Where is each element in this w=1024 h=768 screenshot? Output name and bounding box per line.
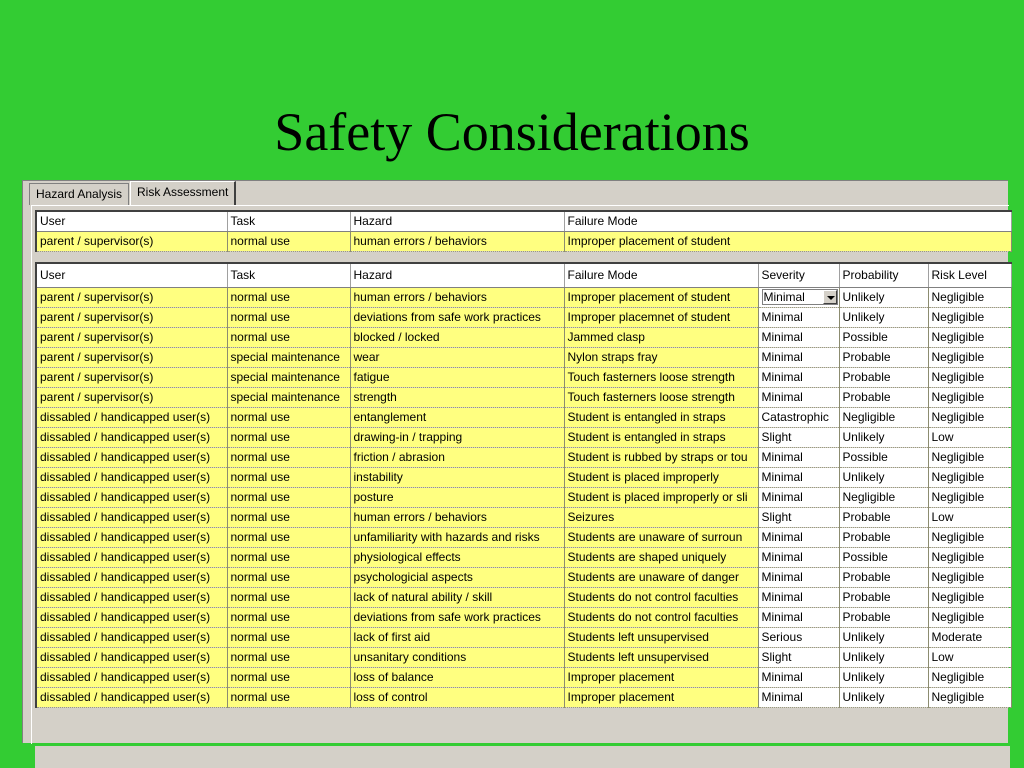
cell-hazard[interactable]: human errors / behaviors <box>350 507 564 527</box>
table-row[interactable] <box>36 627 1011 647</box>
cell-probability[interactable]: Possible <box>839 447 928 467</box>
cell-task[interactable]: normal use <box>227 307 350 327</box>
cell-task[interactable]: normal use <box>227 447 350 467</box>
tab-strip <box>27 181 997 205</box>
cell-task[interactable]: normal use <box>227 467 350 487</box>
table-row[interactable] <box>36 287 1011 307</box>
cell-risk-level[interactable]: Low <box>928 427 1011 447</box>
table-row[interactable] <box>36 587 1011 607</box>
summary-header-row <box>36 211 1011 231</box>
column-header-severity[interactable]: Severity <box>758 263 839 287</box>
cell-task[interactable]: normal use <box>227 547 350 567</box>
cell-hazard[interactable]: lack of natural ability / skill <box>350 587 564 607</box>
cell-failure-mode[interactable]: Students do not control faculties <box>564 607 758 627</box>
cell-hazard[interactable]: instability <box>350 467 564 487</box>
cell-severity[interactable]: Minimal <box>758 347 839 367</box>
cell-probability[interactable]: Probable <box>839 387 928 407</box>
cell-hazard[interactable]: loss of control <box>350 687 564 707</box>
cell-probability[interactable]: Probable <box>839 347 928 367</box>
table-row[interactable] <box>36 367 1011 387</box>
cell-risk-level[interactable]: Negligible <box>928 667 1011 687</box>
cell-severity[interactable]: Minimal <box>758 667 839 687</box>
cell-probability[interactable]: Unlikely <box>839 287 928 307</box>
cell-probability[interactable]: Probable <box>839 367 928 387</box>
summary-cell-failure-mode[interactable]: Improper placement of student <box>564 231 1011 251</box>
cell-failure-mode[interactable]: Improper placement <box>564 687 758 707</box>
table-row[interactable] <box>36 687 1011 707</box>
cell-user[interactable]: parent / supervisor(s) <box>36 327 227 347</box>
table-row[interactable] <box>36 487 1011 507</box>
cell-task[interactable]: normal use <box>227 487 350 507</box>
cell-task[interactable]: special maintenance <box>227 387 350 407</box>
column-header-hazard[interactable]: Hazard <box>350 211 564 231</box>
cell-severity[interactable]: Minimal <box>758 547 839 567</box>
cell-user[interactable]: parent / supervisor(s) <box>36 347 227 367</box>
cell-hazard[interactable]: blocked / locked <box>350 327 564 347</box>
cell-severity[interactable]: Minimal <box>758 307 839 327</box>
table-row[interactable] <box>36 427 1011 447</box>
cell-severity[interactable] <box>758 287 839 307</box>
table-row[interactable] <box>36 547 1011 567</box>
cell-failure-mode[interactable]: Student is entangled in straps <box>564 427 758 447</box>
cell-task[interactable]: normal use <box>227 567 350 587</box>
cell-failure-mode[interactable]: Improper placement of student <box>564 287 758 307</box>
cell-user[interactable]: parent / supervisor(s) <box>36 387 227 407</box>
column-header-risk-level[interactable]: Risk Level <box>928 263 1011 287</box>
cell-user[interactable]: dissabled / handicapped user(s) <box>36 487 227 507</box>
chevron-down-icon[interactable] <box>823 290 837 304</box>
cell-hazard[interactable]: physiological effects <box>350 547 564 567</box>
cell-task[interactable]: normal use <box>227 407 350 427</box>
cell-user[interactable]: parent / supervisor(s) <box>36 367 227 387</box>
cell-probability[interactable]: Unlikely <box>839 467 928 487</box>
column-header-hazard[interactable]: Hazard <box>350 263 564 287</box>
cell-severity[interactable]: Slight <box>758 427 839 447</box>
cell-severity[interactable]: Slight <box>758 507 839 527</box>
cell-severity[interactable]: Minimal <box>758 387 839 407</box>
cell-failure-mode[interactable]: Students are unaware of surroun <box>564 527 758 547</box>
cell-user[interactable]: parent / supervisor(s) <box>36 307 227 327</box>
cell-risk-level[interactable]: Negligible <box>928 287 1011 307</box>
cell-probability[interactable]: Possible <box>839 547 928 567</box>
cell-risk-level[interactable]: Negligible <box>928 547 1011 567</box>
cell-user[interactable]: dissabled / handicapped user(s) <box>36 427 227 447</box>
grid-empty-area <box>35 746 1010 768</box>
cell-failure-mode[interactable]: Students are shaped uniquely <box>564 547 758 567</box>
cell-hazard[interactable]: drawing-in / trapping <box>350 427 564 447</box>
cell-user[interactable]: dissabled / handicapped user(s) <box>36 567 227 587</box>
cell-risk-level[interactable]: Negligible <box>928 387 1011 407</box>
column-header-user[interactable]: User <box>36 263 227 287</box>
cell-probability[interactable]: Unlikely <box>839 427 928 447</box>
severity-dropdown-value: Minimal <box>763 290 805 304</box>
cell-task[interactable]: normal use <box>227 607 350 627</box>
cell-hazard[interactable]: entanglement <box>350 407 564 427</box>
cell-failure-mode[interactable]: Students do not control faculties <box>564 587 758 607</box>
column-header-failure-mode[interactable]: Failure Mode <box>564 211 1011 231</box>
cell-user[interactable]: dissabled / handicapped user(s) <box>36 587 227 607</box>
column-header-task[interactable]: Task <box>227 263 350 287</box>
risk-header-row <box>36 263 1011 287</box>
cell-user[interactable]: dissabled / handicapped user(s) <box>36 667 227 687</box>
cell-probability[interactable]: Unlikely <box>839 307 928 327</box>
cell-severity[interactable]: Minimal <box>758 587 839 607</box>
column-header-failure-mode[interactable]: Failure Mode <box>564 263 758 287</box>
table-row[interactable] <box>36 667 1011 687</box>
cell-severity[interactable]: Minimal <box>758 567 839 587</box>
summary-grid <box>35 210 1012 252</box>
cell-probability[interactable]: Unlikely <box>839 667 928 687</box>
cell-risk-level[interactable]: Negligible <box>928 527 1011 547</box>
table-row[interactable] <box>36 407 1011 427</box>
cell-failure-mode[interactable]: Students left unsupervised <box>564 627 758 647</box>
cell-probability[interactable]: Probable <box>839 527 928 547</box>
cell-failure-mode[interactable]: Touch fasterners loose strength <box>564 367 758 387</box>
cell-risk-level[interactable]: Negligible <box>928 567 1011 587</box>
cell-severity[interactable]: Minimal <box>758 447 839 467</box>
cell-hazard[interactable]: deviations from safe work practices <box>350 307 564 327</box>
cell-user[interactable]: dissabled / handicapped user(s) <box>36 467 227 487</box>
cell-risk-level[interactable]: Negligible <box>928 487 1011 507</box>
cell-severity[interactable]: Minimal <box>758 527 839 547</box>
cell-severity[interactable]: Catastrophic <box>758 407 839 427</box>
cell-hazard[interactable]: human errors / behaviors <box>350 287 564 307</box>
cell-severity[interactable]: Minimal <box>758 687 839 707</box>
tab-hazard-analysis[interactable]: Hazard Analysis <box>29 183 129 205</box>
cell-severity[interactable]: Minimal <box>758 487 839 507</box>
cell-probability[interactable]: Probable <box>839 607 928 627</box>
cell-failure-mode[interactable]: Student is placed improperly <box>564 467 758 487</box>
cell-probability[interactable]: Probable <box>839 567 928 587</box>
cell-user[interactable]: dissabled / handicapped user(s) <box>36 687 227 707</box>
column-header-task[interactable]: Task <box>227 211 350 231</box>
cell-task[interactable]: special maintenance <box>227 367 350 387</box>
tab-risk-assessment[interactable]: Risk Assessment <box>130 181 236 205</box>
cell-failure-mode[interactable]: Seizures <box>564 507 758 527</box>
cell-task[interactable]: normal use <box>227 527 350 547</box>
cell-severity[interactable]: Serious <box>758 627 839 647</box>
cell-severity[interactable]: Minimal <box>758 467 839 487</box>
cell-risk-level[interactable]: Negligible <box>928 347 1011 367</box>
table-row[interactable] <box>36 447 1011 467</box>
risk-assessment-panel <box>31 205 1009 744</box>
table-row[interactable] <box>36 467 1011 487</box>
table-row[interactable] <box>36 527 1011 547</box>
cell-severity[interactable]: Slight <box>758 647 839 667</box>
cell-task[interactable]: normal use <box>227 687 350 707</box>
cell-user[interactable]: dissabled / handicapped user(s) <box>36 527 227 547</box>
cell-hazard[interactable]: unsanitary conditions <box>350 647 564 667</box>
cell-task[interactable]: normal use <box>227 627 350 647</box>
cell-user[interactable]: dissabled / handicapped user(s) <box>36 507 227 527</box>
cell-failure-mode[interactable]: Student is placed improperly or sli <box>564 487 758 507</box>
cell-user[interactable]: dissabled / handicapped user(s) <box>36 547 227 567</box>
cell-failure-mode[interactable]: Nylon straps fray <box>564 347 758 367</box>
cell-risk-level[interactable]: Negligible <box>928 687 1011 707</box>
table-row[interactable] <box>36 607 1011 627</box>
cell-risk-level[interactable]: Low <box>928 507 1011 527</box>
cell-failure-mode[interactable]: Improper placemnet of student <box>564 307 758 327</box>
cell-probability[interactable]: Probable <box>839 507 928 527</box>
cell-user[interactable]: parent / supervisor(s) <box>36 287 227 307</box>
cell-user[interactable]: dissabled / handicapped user(s) <box>36 627 227 647</box>
cell-task[interactable]: normal use <box>227 427 350 447</box>
cell-probability[interactable]: Unlikely <box>839 687 928 707</box>
risk-grid <box>35 262 1012 708</box>
cell-hazard[interactable]: lack of first aid <box>350 627 564 647</box>
cell-probability[interactable]: Unlikely <box>839 647 928 667</box>
cell-hazard[interactable]: posture <box>350 487 564 507</box>
cell-task[interactable]: special maintenance <box>227 347 350 367</box>
cell-probability[interactable]: Probable <box>839 587 928 607</box>
cell-failure-mode[interactable]: Students are unaware of danger <box>564 567 758 587</box>
cell-hazard[interactable]: friction / abrasion <box>350 447 564 467</box>
cell-failure-mode[interactable]: Jammed clasp <box>564 327 758 347</box>
risk-assessment-window <box>22 180 1008 743</box>
cell-task[interactable]: normal use <box>227 507 350 527</box>
cell-risk-level[interactable]: Negligible <box>928 447 1011 467</box>
table-row[interactable] <box>36 387 1011 407</box>
cell-failure-mode[interactable]: Student is entangled in straps <box>564 407 758 427</box>
cell-risk-level[interactable]: Negligible <box>928 327 1011 347</box>
cell-probability[interactable]: Possible <box>839 327 928 347</box>
table-row[interactable] <box>36 567 1011 587</box>
cell-severity[interactable]: Minimal <box>758 367 839 387</box>
table-row[interactable] <box>36 507 1011 527</box>
cell-risk-level[interactable]: Negligible <box>928 587 1011 607</box>
cell-risk-level[interactable]: Negligible <box>928 407 1011 427</box>
cell-hazard[interactable]: deviations from safe work practices <box>350 607 564 627</box>
summary-cell-hazard[interactable]: human errors / behaviors <box>350 231 564 251</box>
table-row[interactable] <box>36 647 1011 667</box>
cell-severity[interactable]: Minimal <box>758 607 839 627</box>
summary-row[interactable] <box>36 231 1011 251</box>
table-row[interactable] <box>36 307 1011 327</box>
cell-hazard[interactable]: fatigue <box>350 367 564 387</box>
column-header-user[interactable]: User <box>36 211 227 231</box>
cell-failure-mode[interactable]: Student is rubbed by straps or tou <box>564 447 758 467</box>
summary-cell-user[interactable]: parent / supervisor(s) <box>36 231 227 251</box>
cell-hazard[interactable]: unfamiliarity with hazards and risks <box>350 527 564 547</box>
cell-failure-mode[interactable]: Students left unsupervised <box>564 647 758 667</box>
column-header-probability[interactable]: Probability <box>839 263 928 287</box>
cell-task[interactable]: normal use <box>227 327 350 347</box>
cell-probability[interactable]: Unlikely <box>839 627 928 647</box>
cell-task[interactable]: normal use <box>227 647 350 667</box>
summary-cell-task[interactable]: normal use <box>227 231 350 251</box>
table-row[interactable] <box>36 327 1011 347</box>
cell-probability[interactable]: Negligible <box>839 487 928 507</box>
cell-task[interactable]: normal use <box>227 287 350 307</box>
slide-title: Safety Considerations <box>274 102 750 162</box>
cell-risk-level[interactable]: Low <box>928 647 1011 667</box>
cell-risk-level[interactable]: Negligible <box>928 367 1011 387</box>
cell-risk-level[interactable]: Negligible <box>928 307 1011 327</box>
cell-hazard[interactable]: strength <box>350 387 564 407</box>
cell-hazard[interactable]: loss of balance <box>350 667 564 687</box>
cell-probability[interactable]: Negligible <box>839 407 928 427</box>
cell-risk-level[interactable]: Negligible <box>928 607 1011 627</box>
cell-risk-level[interactable]: Negligible <box>928 467 1011 487</box>
cell-user[interactable]: dissabled / handicapped user(s) <box>36 407 227 427</box>
cell-severity[interactable]: Minimal <box>758 327 839 347</box>
cell-failure-mode[interactable]: Touch fasterners loose strength <box>564 387 758 407</box>
cell-hazard[interactable]: wear <box>350 347 564 367</box>
cell-failure-mode[interactable]: Improper placement <box>564 667 758 687</box>
cell-risk-level[interactable]: Moderate <box>928 627 1011 647</box>
cell-task[interactable]: normal use <box>227 667 350 687</box>
cell-user[interactable]: dissabled / handicapped user(s) <box>36 447 227 467</box>
severity-dropdown[interactable] <box>762 289 838 305</box>
cell-task[interactable]: normal use <box>227 587 350 607</box>
cell-user[interactable]: dissabled / handicapped user(s) <box>36 647 227 667</box>
cell-hazard[interactable]: psychologicial aspects <box>350 567 564 587</box>
table-row[interactable] <box>36 347 1011 367</box>
cell-user[interactable]: dissabled / handicapped user(s) <box>36 607 227 627</box>
